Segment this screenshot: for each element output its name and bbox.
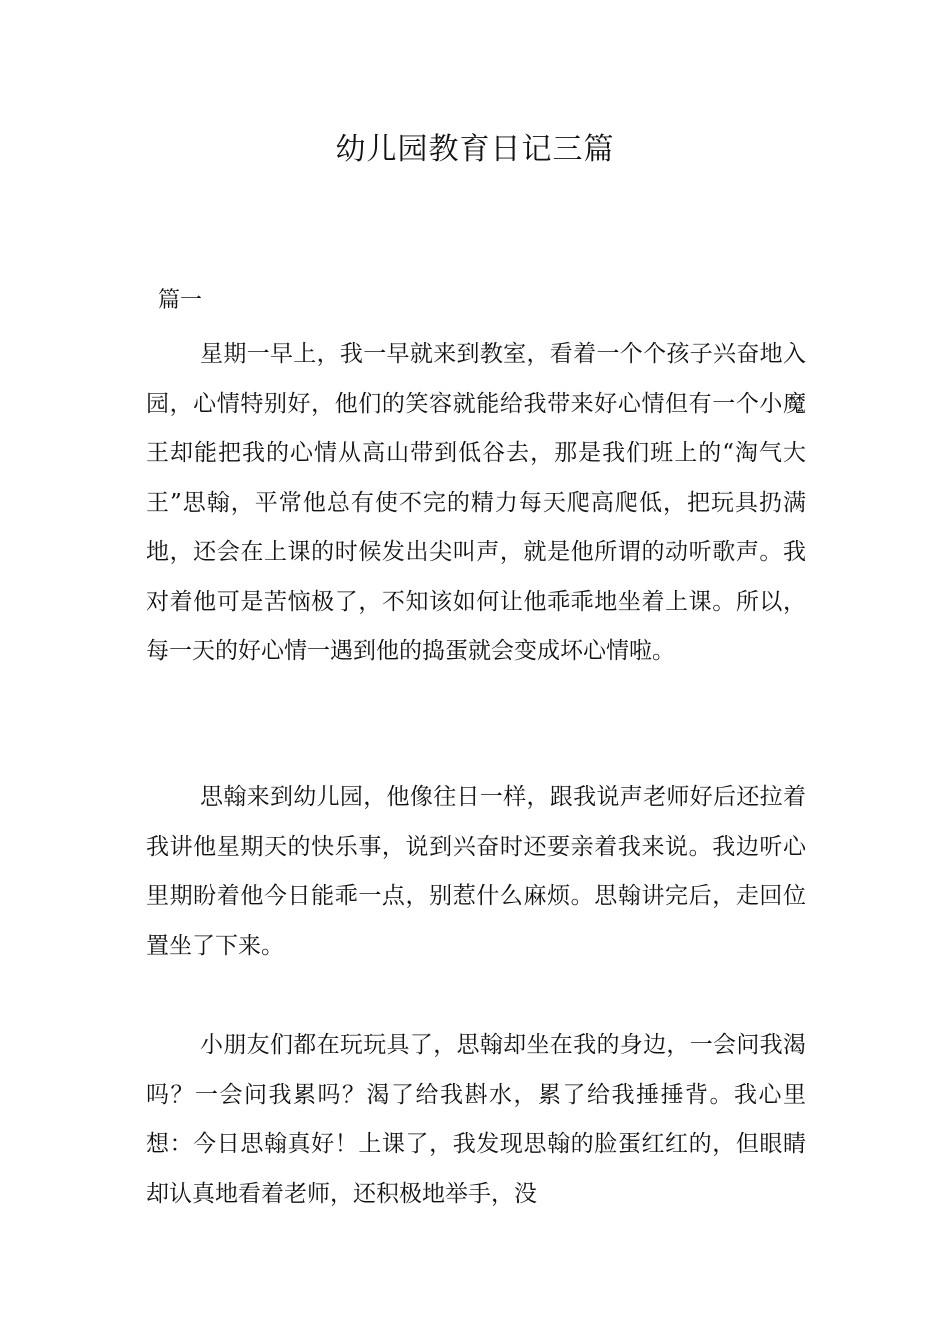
- page-title: 幼儿园教育日记三篇: [335, 132, 615, 167]
- paragraph-1: 星期一早上，我一早就来到教室，看着一个个孩子兴奋地入园，心情特别好，他们的笑容就能给我带来好心情但有一个小魔王却能把我的心情从高山带到低谷去，那是我们班上的“淘气大王”思翰，平常他总有使不完的精力每天爬高爬低，把玩具扔满地，还会在上课的时候发出尖叫声，就是他所谓的动听歌声。我对着他可是苦恼极了，不知该如何让他乖乖地坐着上课。所以，每一天的好心情一遇到他的捣蛋就会变成坏心情啦。: [146, 341, 806, 664]
- section-label: 篇一: [158, 288, 203, 313]
- paragraph-3: 小朋友们都在玩玩具了，思翰却坐在我的身边，一会问我渴吗？一会问我累吗？渴了给我斟水，累了给我捶捶背。我心里想：今日思翰真好！上课了，我发现思翰的脸蛋红红的，但眼睛却认真地看着老师，还积极地举手，没: [146, 1032, 806, 1207]
- paragraph-2: 思翰来到幼儿园，他像往日一样，跟我说声老师好后还拉着我讲他星期天的快乐事，说到兴奋时还要亲着我来说。我边听心里期盼着他今日能乖一点，别惹什么麻烦。思翰讲完后，走回位置坐了下来。: [146, 784, 806, 959]
